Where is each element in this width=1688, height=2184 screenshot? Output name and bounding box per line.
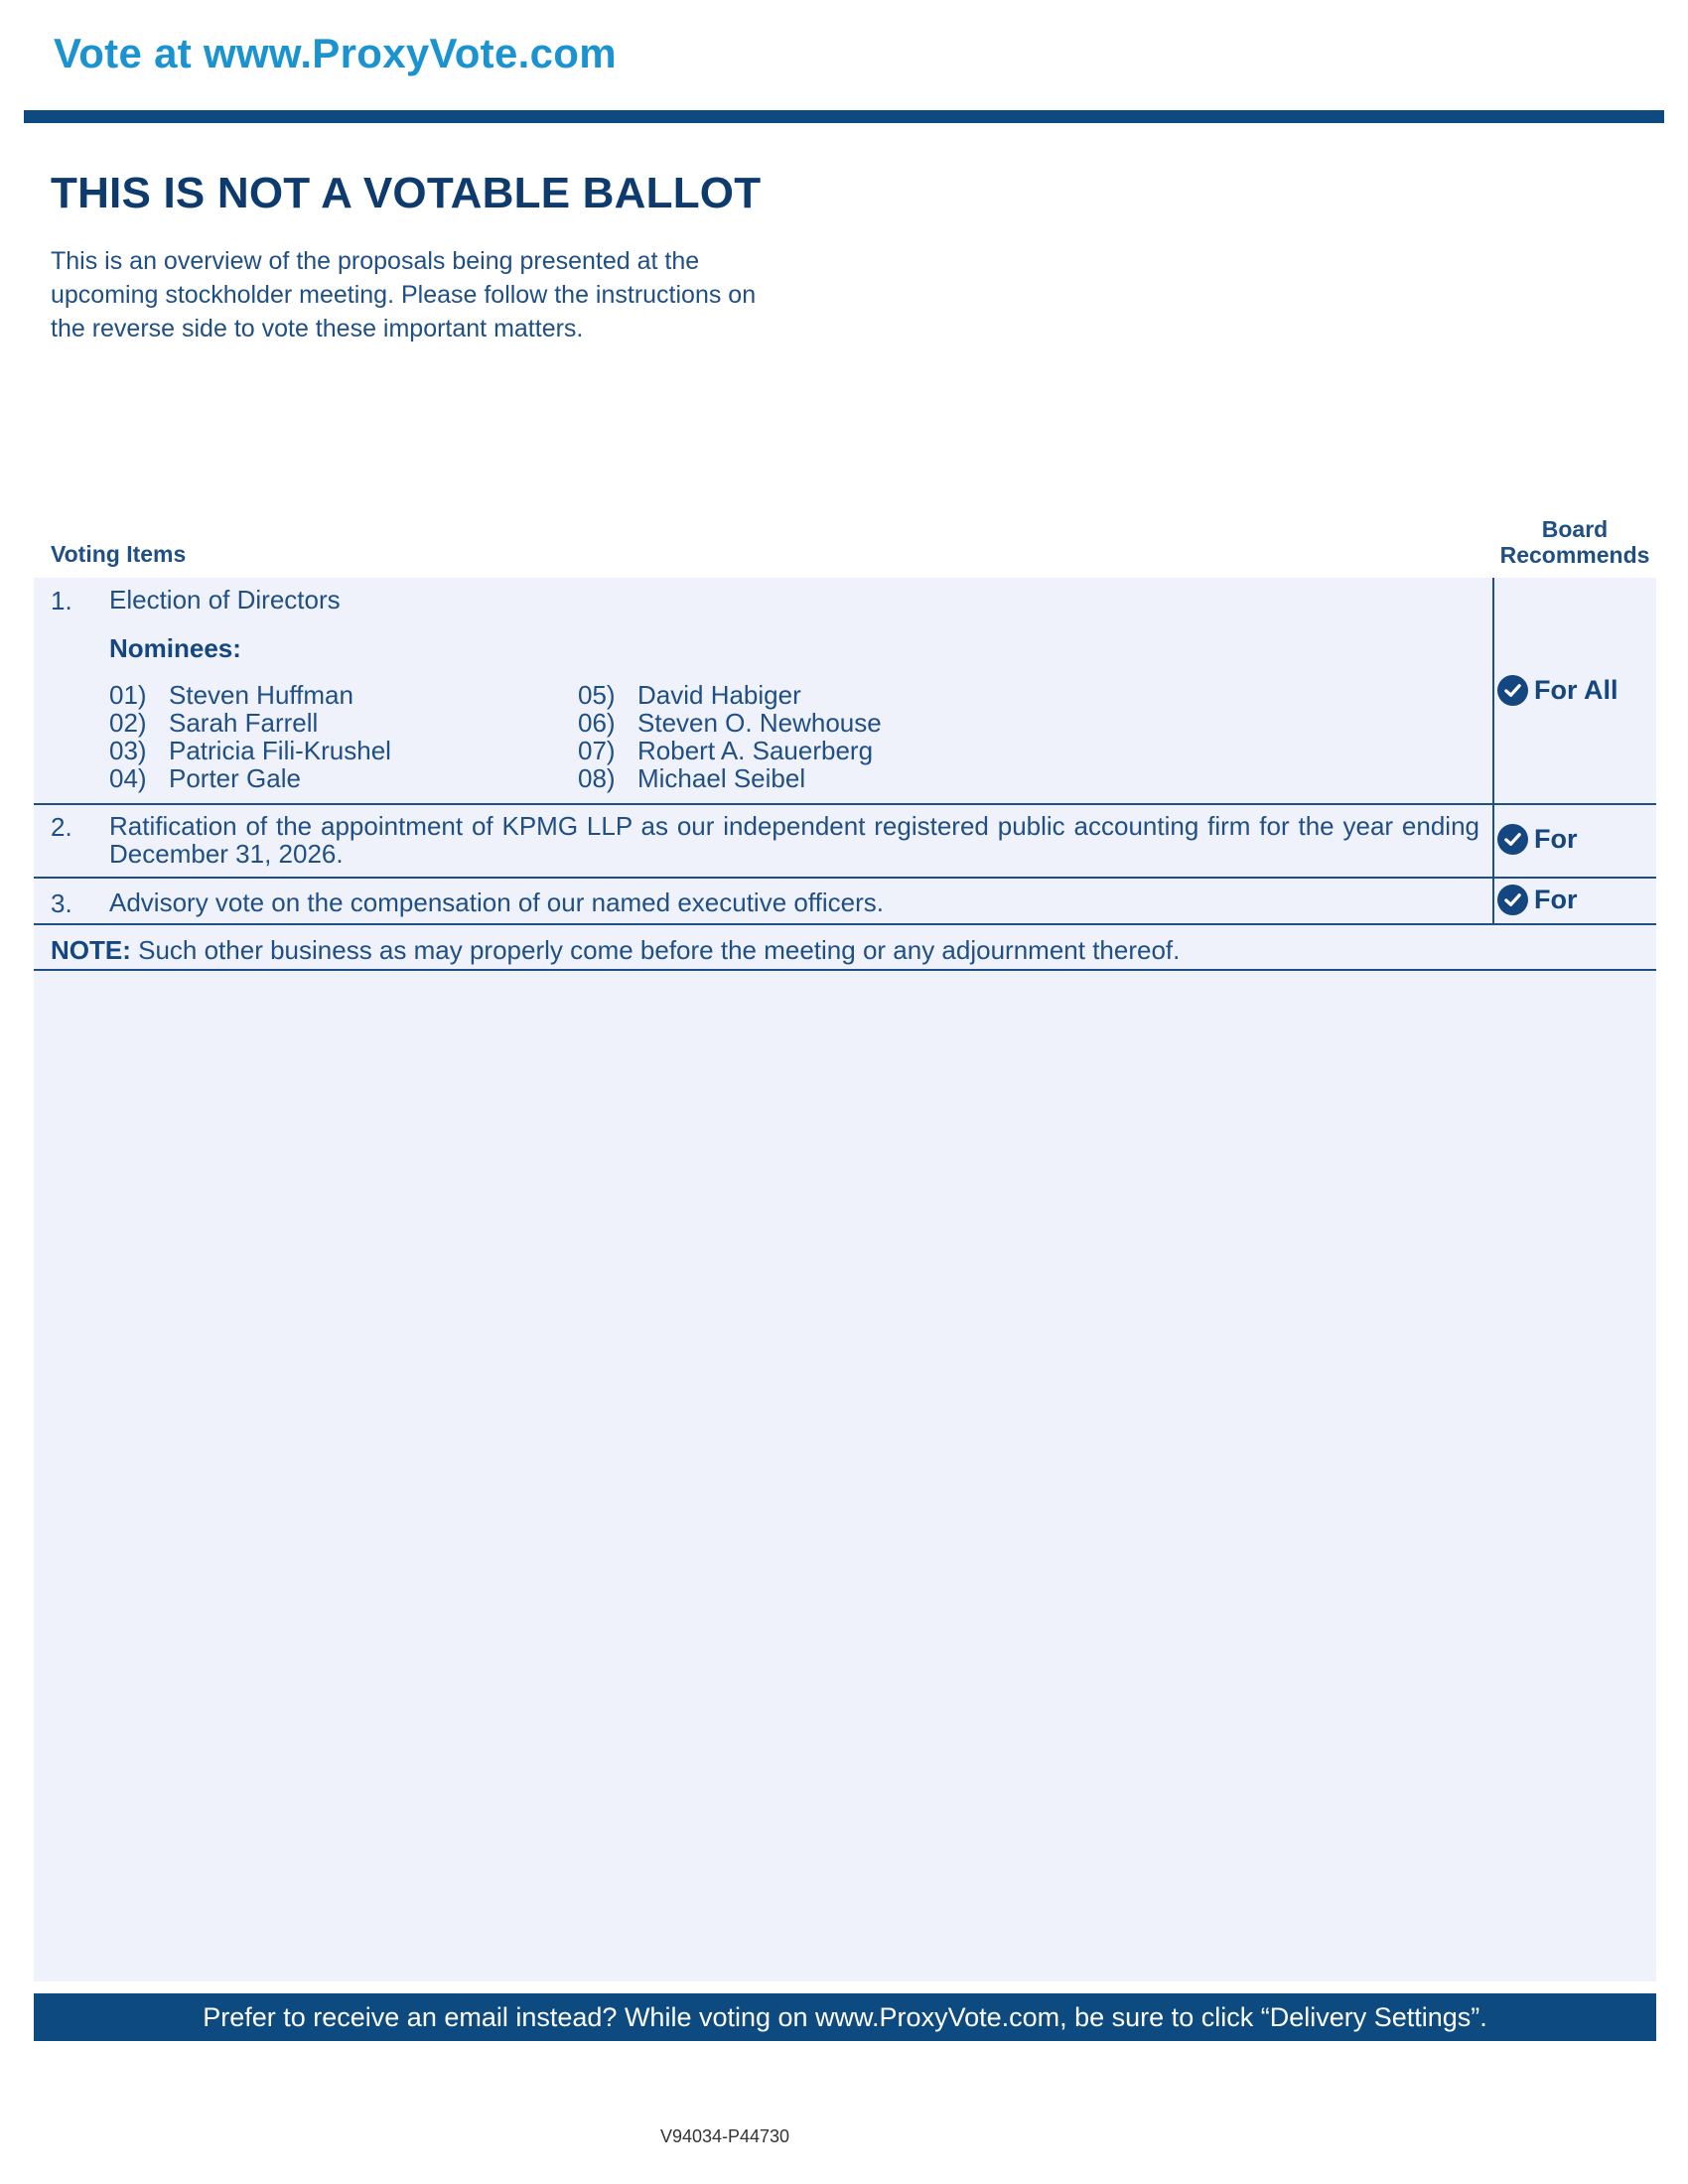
check-circle-icon bbox=[1497, 885, 1528, 915]
note bbox=[51, 935, 1180, 966]
nominee bbox=[109, 764, 301, 792]
recommendation-label: For All bbox=[1534, 675, 1618, 705]
proxyvote-link[interactable]: Vote at www.ProxyVote.com bbox=[54, 30, 617, 76]
document-code: V94034-P44730 bbox=[659, 2126, 790, 2146]
column-divider bbox=[1492, 578, 1494, 925]
nominee-name: Porter Gale bbox=[169, 763, 301, 793]
recommendation-label: For bbox=[1534, 885, 1578, 914]
nominee-number: 01) bbox=[109, 680, 147, 710]
nominee-number: 03) bbox=[109, 736, 147, 765]
nominee bbox=[578, 737, 873, 764]
nominee-name: David Habiger bbox=[637, 680, 801, 710]
nominee-number: 04) bbox=[109, 763, 147, 793]
nominees-label: Nominees: bbox=[109, 633, 241, 663]
nominee-name: Patricia Fili-Krushel bbox=[169, 736, 391, 765]
nominee-number: 06) bbox=[578, 708, 616, 738]
nominee-name: Sarah Farrell bbox=[169, 708, 319, 738]
header-rule bbox=[24, 110, 1664, 123]
check-circle-icon bbox=[1497, 824, 1528, 855]
note-label: NOTE: bbox=[51, 935, 131, 965]
recommendation-label: For bbox=[1534, 824, 1578, 854]
row-divider bbox=[34, 803, 1656, 805]
item-number: 1. bbox=[51, 586, 72, 615]
intro-line: the reverse side to vote these important matters. bbox=[51, 315, 584, 342]
board-recommends-line2: Recommends bbox=[1499, 542, 1650, 568]
row-divider bbox=[34, 969, 1656, 971]
item-text: Ratification of the appointment of KPMG LLP as our independent registered public accounting firm for the year ending December 31, 2026. bbox=[109, 811, 1479, 869]
item-number: 3. bbox=[51, 888, 72, 918]
recommendation-for bbox=[1497, 824, 1578, 855]
item-text: Election of Directors bbox=[109, 585, 341, 614]
recommendation-for-all bbox=[1497, 675, 1618, 706]
nominee-number: 08) bbox=[578, 763, 616, 793]
intro-line: This is an overview of the proposals being presented at the bbox=[51, 247, 700, 275]
intro-line: upcoming stockholder meeting. Please follow the instructions on bbox=[51, 281, 757, 309]
item-number: 2. bbox=[51, 812, 72, 842]
check-circle-icon bbox=[1497, 675, 1528, 706]
nominee-number: 02) bbox=[109, 708, 147, 738]
nominee bbox=[578, 764, 805, 792]
voting-items-header: Voting Items bbox=[51, 541, 187, 567]
row-divider bbox=[34, 923, 1656, 925]
nominee-name: Robert A. Sauerberg bbox=[637, 736, 874, 765]
item-text: Advisory vote on the compensation of our named executive officers. bbox=[109, 887, 884, 917]
nominee bbox=[109, 681, 353, 709]
board-recommends-line1: Board bbox=[1541, 516, 1609, 542]
note-text: Such other business as may properly come before the meeting or any adjournment thereof. bbox=[130, 935, 1181, 965]
page-title: THIS IS NOT A VOTABLE BALLOT bbox=[51, 169, 762, 217]
nominee-number: 07) bbox=[578, 736, 616, 765]
nominee bbox=[109, 709, 318, 737]
recommendation-for bbox=[1497, 885, 1578, 915]
banner-text: Prefer to receive an email instead? While voting on www.ProxyVote.com, be sure to click “Delivery Settings”. bbox=[203, 2001, 1487, 2032]
row-divider bbox=[34, 877, 1656, 879]
nominee-name: Michael Seibel bbox=[637, 763, 806, 793]
board-recommends-header bbox=[1489, 516, 1660, 568]
nominee-number: 05) bbox=[578, 680, 616, 710]
nominee-name: Steven Huffman bbox=[169, 680, 353, 710]
intro-paragraph bbox=[51, 244, 845, 345]
nominee bbox=[578, 709, 882, 737]
nominee bbox=[109, 737, 391, 764]
delivery-settings-banner bbox=[34, 1993, 1656, 2041]
nominee bbox=[578, 681, 801, 709]
nominee-name: Steven O. Newhouse bbox=[637, 708, 882, 738]
